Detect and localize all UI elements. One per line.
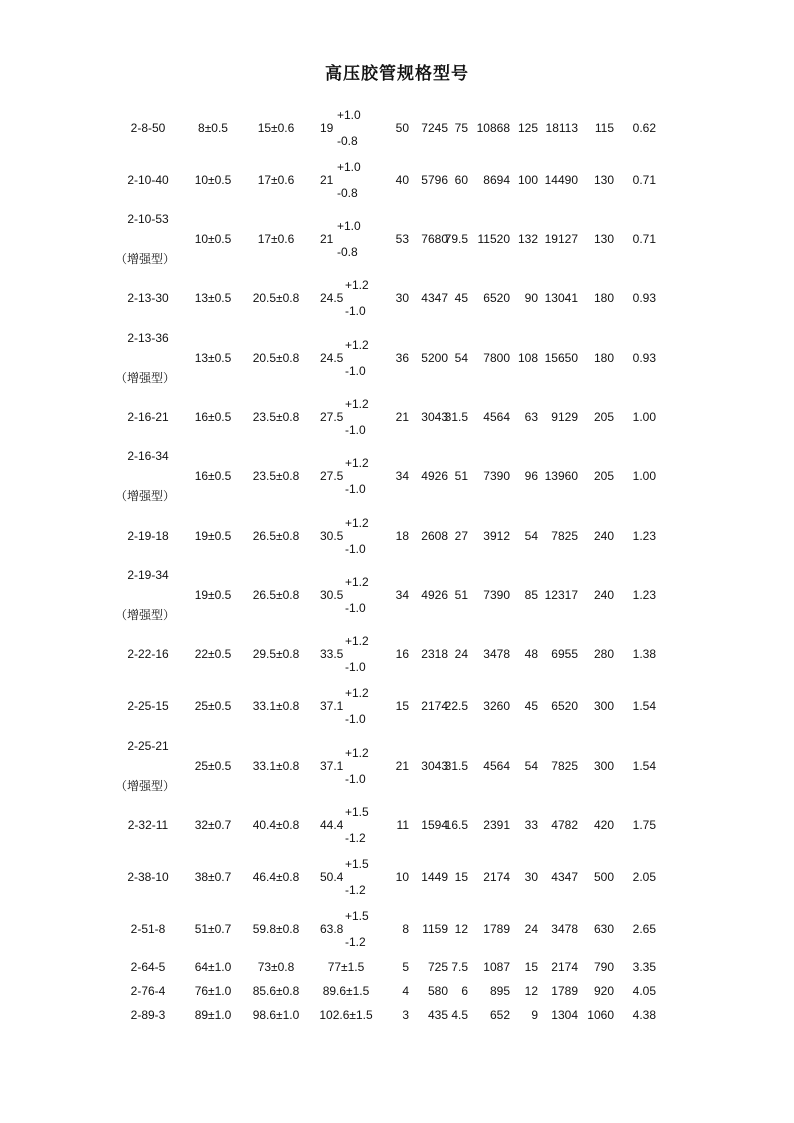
work-pressure-mpa-cell: 18 xyxy=(395,529,409,543)
weight-cell: 1.54 xyxy=(632,699,656,713)
tolerance-minus: -1.0 xyxy=(345,423,366,437)
burst-pressure-mpa-cell: 33 xyxy=(524,818,538,832)
tolerance-plus: +1.2 xyxy=(345,686,369,700)
page-title: 高压胶管规格型号 xyxy=(325,64,469,84)
test-pressure-mpa-cell: 75 xyxy=(454,121,468,135)
model-type-label: （增强型） xyxy=(114,608,176,622)
burst-pressure-psi-cell: 3478 xyxy=(551,922,578,936)
steel-diameter-cell: 29.5±0.8 xyxy=(252,647,300,661)
steel-diameter-cell: 73±0.8 xyxy=(257,960,295,974)
outer-diameter-cell: 30.5 xyxy=(320,529,344,543)
burst-pressure-mpa-cell: 45 xyxy=(524,699,538,713)
work-pressure-mpa-cell: 4 xyxy=(402,984,409,998)
tolerance-minus: -1.2 xyxy=(345,883,366,897)
outer-diameter-cell: 37.1 xyxy=(320,699,344,713)
bend-radius-cell: 300 xyxy=(593,699,614,713)
work-pressure-psi-cell: 2608 xyxy=(421,529,448,543)
steel-diameter-cell: 40.4±0.8 xyxy=(252,818,300,832)
steel-diameter-cell: 23.5±0.8 xyxy=(252,410,300,424)
test-pressure-mpa-cell: 31.5 xyxy=(444,759,468,773)
test-pressure-mpa-cell: 54 xyxy=(454,351,468,365)
work-pressure-mpa-cell: 21 xyxy=(395,759,409,773)
model-type-label: （增强型） xyxy=(114,371,176,385)
weight-cell: 4.05 xyxy=(632,984,656,998)
test-pressure-psi-cell: 8694 xyxy=(483,173,510,187)
weight-cell: 3.35 xyxy=(632,960,656,974)
bend-radius-cell: 630 xyxy=(593,922,614,936)
burst-pressure-psi-cell: 1304 xyxy=(551,1008,578,1022)
burst-pressure-mpa-cell: 54 xyxy=(524,529,538,543)
model-cell: 2-25-15 xyxy=(127,699,169,713)
tolerance-minus: -1.2 xyxy=(345,935,366,949)
work-pressure-psi-cell: 1159 xyxy=(422,922,448,936)
bend-radius-cell: 240 xyxy=(593,588,614,602)
test-pressure-mpa-cell: 27 xyxy=(454,529,468,543)
inner-diameter-cell: 8±0.5 xyxy=(198,121,228,135)
tolerance-minus: -1.0 xyxy=(345,660,366,674)
burst-pressure-mpa-cell: 9 xyxy=(531,1008,538,1022)
outer-diameter-cell: 37.1 xyxy=(320,759,344,773)
work-pressure-mpa-cell: 30 xyxy=(395,291,409,305)
tolerance-plus: +1.2 xyxy=(345,634,369,648)
inner-diameter-cell: 19±0.5 xyxy=(194,588,232,602)
outer-diameter-cell: 63.8 xyxy=(320,922,344,936)
weight-cell: 1.23 xyxy=(632,529,656,543)
steel-diameter-cell: 23.5±0.8 xyxy=(252,469,300,483)
bend-radius-cell: 130 xyxy=(593,232,614,246)
work-pressure-mpa-cell: 36 xyxy=(395,351,409,365)
burst-pressure-mpa-cell: 100 xyxy=(517,173,538,187)
inner-diameter-cell: 25±0.5 xyxy=(194,699,232,713)
steel-diameter-cell: 33.1±0.8 xyxy=(252,759,300,773)
test-pressure-psi-cell: 3478 xyxy=(483,647,510,661)
work-pressure-mpa-cell: 34 xyxy=(395,588,409,602)
work-pressure-psi-cell: 1594 xyxy=(421,818,448,832)
model-cell: 2-8-50 xyxy=(130,121,166,135)
work-pressure-psi-cell: 3043 xyxy=(421,759,448,773)
work-pressure-mpa-cell: 10 xyxy=(395,870,409,884)
test-pressure-psi-cell: 6520 xyxy=(483,291,510,305)
tolerance-plus: +1.5 xyxy=(345,909,369,923)
test-pressure-mpa-cell: 7.5 xyxy=(451,960,468,974)
outer-diameter-cell: 30.5 xyxy=(320,588,344,602)
work-pressure-psi-cell: 4926 xyxy=(421,588,448,602)
burst-pressure-psi-cell: 1789 xyxy=(551,984,578,998)
steel-diameter-cell: 15±0.6 xyxy=(257,121,295,135)
burst-pressure-mpa-cell: 96 xyxy=(524,469,538,483)
tolerance-plus: +1.0 xyxy=(337,219,361,233)
weight-cell: 1.54 xyxy=(632,759,656,773)
inner-diameter-cell: 38±0.7 xyxy=(194,870,232,884)
tolerance-plus: +1.2 xyxy=(345,338,369,352)
work-pressure-mpa-cell: 8 xyxy=(402,922,409,936)
bend-radius-cell: 205 xyxy=(593,410,614,424)
tolerance-minus: -0.8 xyxy=(337,186,358,200)
steel-diameter-cell: 98.6±1.0 xyxy=(252,1008,300,1022)
work-pressure-mpa-cell: 50 xyxy=(395,121,409,135)
burst-pressure-psi-cell: 4782 xyxy=(551,818,578,832)
work-pressure-psi-cell: 7245 xyxy=(421,121,448,135)
burst-pressure-psi-cell: 6955 xyxy=(551,647,578,661)
tolerance-plus: +1.2 xyxy=(345,278,369,292)
model-cell: 2-19-34 xyxy=(127,568,169,582)
test-pressure-psi-cell: 652 xyxy=(489,1008,510,1022)
steel-diameter-cell: 20.5±0.8 xyxy=(252,291,300,305)
work-pressure-mpa-cell: 11 xyxy=(396,818,409,832)
bend-radius-cell: 180 xyxy=(593,351,614,365)
test-pressure-psi-cell: 4564 xyxy=(483,759,510,773)
tolerance-minus: -0.8 xyxy=(337,134,358,148)
test-pressure-psi-cell: 10868 xyxy=(476,121,510,135)
outer-diameter-cell: 27.5 xyxy=(320,410,344,424)
outer-diameter-cell: 19 xyxy=(320,121,334,135)
test-pressure-psi-cell: 1789 xyxy=(483,922,510,936)
model-cell: 2-32-11 xyxy=(127,818,169,832)
work-pressure-mpa-cell: 16 xyxy=(395,647,409,661)
burst-pressure-mpa-cell: 54 xyxy=(524,759,538,773)
tolerance-plus: +1.0 xyxy=(337,108,361,122)
model-cell: 2-10-53 xyxy=(127,212,169,226)
test-pressure-mpa-cell: 31.5 xyxy=(444,410,468,424)
burst-pressure-psi-cell: 12317 xyxy=(544,588,578,602)
bend-radius-cell: 205 xyxy=(593,469,614,483)
test-pressure-mpa-cell: 6 xyxy=(461,984,468,998)
work-pressure-psi-cell: 4926 xyxy=(421,469,448,483)
outer-diameter-cell: 21 xyxy=(320,173,334,187)
work-pressure-psi-cell: 435 xyxy=(427,1008,448,1022)
outer-diameter-cell: 102.6±1.5 xyxy=(319,1008,373,1022)
work-pressure-mpa-cell: 3 xyxy=(402,1008,409,1022)
steel-diameter-cell: 26.5±0.8 xyxy=(252,529,300,543)
work-pressure-mpa-cell: 21 xyxy=(395,410,409,424)
inner-diameter-cell: 10±0.5 xyxy=(194,173,232,187)
steel-diameter-cell: 26.5±0.8 xyxy=(252,588,300,602)
inner-diameter-cell: 19±0.5 xyxy=(194,529,232,543)
steel-diameter-cell: 17±0.6 xyxy=(257,173,295,187)
burst-pressure-mpa-cell: 24 xyxy=(524,922,538,936)
weight-cell: 1.38 xyxy=(632,647,656,661)
test-pressure-mpa-cell: 60 xyxy=(454,173,468,187)
work-pressure-psi-cell: 1449 xyxy=(421,870,448,884)
work-pressure-psi-cell: 7680 xyxy=(421,232,448,246)
model-cell: 2-89-3 xyxy=(130,1008,166,1022)
burst-pressure-psi-cell: 15650 xyxy=(544,351,578,365)
outer-diameter-cell: 50.4 xyxy=(320,870,344,884)
tolerance-plus: +1.2 xyxy=(345,746,369,760)
burst-pressure-psi-cell: 18113 xyxy=(545,121,578,135)
model-cell: 2-25-21 xyxy=(127,739,169,753)
test-pressure-psi-cell: 7800 xyxy=(483,351,510,365)
inner-diameter-cell: 16±0.5 xyxy=(194,410,232,424)
inner-diameter-cell: 51±0.7 xyxy=(194,922,232,936)
tolerance-plus: +1.2 xyxy=(345,575,369,589)
tolerance-minus: -1.0 xyxy=(345,712,366,726)
model-cell: 2-19-18 xyxy=(127,529,169,543)
test-pressure-psi-cell: 4564 xyxy=(483,410,510,424)
work-pressure-mpa-cell: 34 xyxy=(395,469,409,483)
bend-radius-cell: 240 xyxy=(593,529,614,543)
tolerance-minus: -1.0 xyxy=(345,601,366,615)
inner-diameter-cell: 22±0.5 xyxy=(194,647,232,661)
work-pressure-mpa-cell: 5 xyxy=(402,960,409,974)
burst-pressure-mpa-cell: 125 xyxy=(517,121,538,135)
steel-diameter-cell: 33.1±0.8 xyxy=(252,699,300,713)
test-pressure-psi-cell: 7390 xyxy=(483,588,510,602)
steel-diameter-cell: 17±0.6 xyxy=(257,232,295,246)
bend-radius-cell: 115 xyxy=(594,121,614,135)
work-pressure-psi-cell: 5796 xyxy=(421,173,448,187)
outer-diameter-cell: 77±1.5 xyxy=(327,960,365,974)
burst-pressure-psi-cell: 13041 xyxy=(544,291,578,305)
burst-pressure-psi-cell: 7825 xyxy=(551,529,578,543)
model-cell: 2-13-36 xyxy=(127,331,169,345)
test-pressure-mpa-cell: 22.5 xyxy=(444,699,468,713)
weight-cell: 0.93 xyxy=(632,291,656,305)
burst-pressure-psi-cell: 9129 xyxy=(551,410,578,424)
steel-diameter-cell: 20.5±0.8 xyxy=(252,351,300,365)
test-pressure-psi-cell: 3912 xyxy=(483,529,510,543)
weight-cell: 0.62 xyxy=(632,121,656,135)
burst-pressure-psi-cell: 13960 xyxy=(544,469,578,483)
inner-diameter-cell: 13±0.5 xyxy=(194,291,232,305)
tolerance-minus: -1.0 xyxy=(345,542,366,556)
tolerance-minus: -1.0 xyxy=(345,364,366,378)
bend-radius-cell: 790 xyxy=(593,960,614,974)
model-cell: 2-16-21 xyxy=(127,410,169,424)
test-pressure-psi-cell: 11520 xyxy=(477,232,510,246)
work-pressure-psi-cell: 3043 xyxy=(421,410,448,424)
steel-diameter-cell: 85.6±0.8 xyxy=(252,984,300,998)
weight-cell: 1.75 xyxy=(632,818,656,832)
test-pressure-mpa-cell: 24 xyxy=(454,647,468,661)
burst-pressure-psi-cell: 14490 xyxy=(544,173,578,187)
burst-pressure-mpa-cell: 90 xyxy=(524,291,538,305)
work-pressure-mpa-cell: 15 xyxy=(395,699,409,713)
bend-radius-cell: 500 xyxy=(593,870,614,884)
outer-diameter-cell: 24.5 xyxy=(320,351,344,365)
burst-pressure-psi-cell: 19127 xyxy=(544,232,578,246)
tolerance-plus: +1.2 xyxy=(345,516,369,530)
test-pressure-mpa-cell: 79.5 xyxy=(444,232,468,246)
model-type-label: （增强型） xyxy=(114,489,176,503)
weight-cell: 1.00 xyxy=(632,469,656,483)
work-pressure-psi-cell: 4347 xyxy=(421,291,448,305)
test-pressure-mpa-cell: 15 xyxy=(454,870,468,884)
model-cell: 2-51-8 xyxy=(130,922,166,936)
bend-radius-cell: 180 xyxy=(593,291,614,305)
bend-radius-cell: 280 xyxy=(593,647,614,661)
steel-diameter-cell: 59.8±0.8 xyxy=(252,922,300,936)
model-cell: 2-16-34 xyxy=(127,449,169,463)
tolerance-plus: +1.5 xyxy=(345,857,369,871)
weight-cell: 0.71 xyxy=(632,232,656,246)
tolerance-minus: -1.2 xyxy=(345,831,366,845)
inner-diameter-cell: 10±0.5 xyxy=(194,232,232,246)
model-type-label: （增强型） xyxy=(114,252,176,266)
weight-cell: 0.93 xyxy=(632,351,656,365)
work-pressure-psi-cell: 725 xyxy=(427,960,448,974)
weight-cell: 0.71 xyxy=(632,173,656,187)
weight-cell: 2.65 xyxy=(632,922,656,936)
model-cell: 2-64-5 xyxy=(130,960,166,974)
burst-pressure-mpa-cell: 48 xyxy=(524,647,538,661)
test-pressure-psi-cell: 2174 xyxy=(483,870,510,884)
model-cell: 2-76-4 xyxy=(130,984,166,998)
test-pressure-mpa-cell: 4.5 xyxy=(451,1008,468,1022)
weight-cell: 4.38 xyxy=(632,1008,656,1022)
model-cell: 2-10-40 xyxy=(127,173,169,187)
test-pressure-mpa-cell: 12 xyxy=(454,922,468,936)
inner-diameter-cell: 25±0.5 xyxy=(194,759,232,773)
inner-diameter-cell: 16±0.5 xyxy=(194,469,232,483)
test-pressure-psi-cell: 3260 xyxy=(483,699,510,713)
inner-diameter-cell: 89±1.0 xyxy=(194,1008,232,1022)
weight-cell: 1.00 xyxy=(632,410,656,424)
tolerance-plus: +1.2 xyxy=(345,456,369,470)
tolerance-minus: -1.0 xyxy=(345,482,366,496)
outer-diameter-cell: 33.5 xyxy=(320,647,344,661)
burst-pressure-mpa-cell: 30 xyxy=(524,870,538,884)
outer-diameter-cell: 44.4 xyxy=(320,818,344,832)
tolerance-minus: -0.8 xyxy=(337,245,358,259)
model-cell: 2-38-10 xyxy=(127,870,169,884)
burst-pressure-mpa-cell: 108 xyxy=(517,351,538,365)
bend-radius-cell: 1060 xyxy=(587,1008,614,1022)
burst-pressure-psi-cell: 7825 xyxy=(551,759,578,773)
work-pressure-psi-cell: 5200 xyxy=(421,351,448,365)
burst-pressure-mpa-cell: 85 xyxy=(524,588,538,602)
bend-radius-cell: 920 xyxy=(593,984,614,998)
model-cell: 2-13-30 xyxy=(127,291,169,305)
weight-cell: 1.23 xyxy=(632,588,656,602)
work-pressure-psi-cell: 2318 xyxy=(421,647,448,661)
work-pressure-mpa-cell: 53 xyxy=(395,232,409,246)
burst-pressure-psi-cell: 6520 xyxy=(551,699,578,713)
model-cell: 2-22-16 xyxy=(127,647,169,661)
inner-diameter-cell: 64±1.0 xyxy=(194,960,232,974)
burst-pressure-mpa-cell: 15 xyxy=(524,960,538,974)
burst-pressure-mpa-cell: 12 xyxy=(524,984,538,998)
outer-diameter-cell: 24.5 xyxy=(320,291,344,305)
burst-pressure-psi-cell: 2174 xyxy=(551,960,578,974)
inner-diameter-cell: 76±1.0 xyxy=(194,984,232,998)
work-pressure-psi-cell: 2174 xyxy=(421,699,448,713)
model-type-label: （增强型） xyxy=(114,779,176,793)
bend-radius-cell: 130 xyxy=(593,173,614,187)
test-pressure-mpa-cell: 16.5 xyxy=(444,818,468,832)
outer-diameter-cell: 27.5 xyxy=(320,469,344,483)
outer-diameter-cell: 21 xyxy=(320,232,334,246)
inner-diameter-cell: 13±0.5 xyxy=(194,351,232,365)
bend-radius-cell: 300 xyxy=(593,759,614,773)
tolerance-plus: +1.0 xyxy=(337,160,361,174)
weight-cell: 2.05 xyxy=(632,870,656,884)
tolerance-plus: +1.2 xyxy=(345,397,369,411)
test-pressure-mpa-cell: 51 xyxy=(454,469,468,483)
inner-diameter-cell: 32±0.7 xyxy=(194,818,232,832)
burst-pressure-mpa-cell: 63 xyxy=(524,410,538,424)
test-pressure-psi-cell: 895 xyxy=(489,984,510,998)
test-pressure-psi-cell: 1087 xyxy=(483,960,510,974)
test-pressure-mpa-cell: 51 xyxy=(454,588,468,602)
outer-diameter-cell: 89.6±1.5 xyxy=(322,984,370,998)
steel-diameter-cell: 46.4±0.8 xyxy=(252,870,300,884)
burst-pressure-psi-cell: 4347 xyxy=(551,870,578,884)
work-pressure-mpa-cell: 40 xyxy=(395,173,409,187)
test-pressure-psi-cell: 7390 xyxy=(483,469,510,483)
tolerance-minus: -1.0 xyxy=(345,772,366,786)
burst-pressure-mpa-cell: 132 xyxy=(517,232,538,246)
tolerance-plus: +1.5 xyxy=(345,805,369,819)
test-pressure-mpa-cell: 45 xyxy=(454,291,468,305)
test-pressure-psi-cell: 2391 xyxy=(483,818,510,832)
bend-radius-cell: 420 xyxy=(593,818,614,832)
tolerance-minus: -1.0 xyxy=(345,304,366,318)
work-pressure-psi-cell: 580 xyxy=(427,984,448,998)
